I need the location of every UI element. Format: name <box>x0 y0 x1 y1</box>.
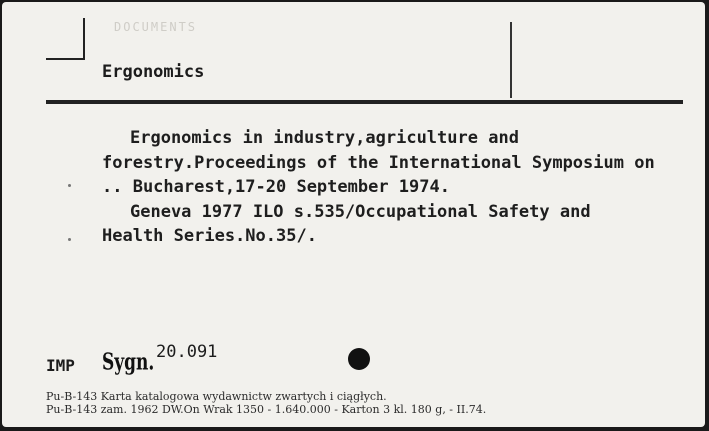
printer-imprint-line: Pu-B-143 Karta katalogowa wydawnictw zwartych i ciągłych. <box>46 390 387 403</box>
corner-mark-vertical <box>83 18 85 60</box>
entry-paragraph-title: Ergonomics in industry,agriculture and forestry.Proceedings of the International Symposium on .. Bucharest,17-20 September 1974. <box>102 128 655 197</box>
signature-stamp: Sygn. <box>102 349 155 376</box>
corner-mark-horizontal <box>46 58 84 60</box>
imp-label: IMP <box>46 356 75 375</box>
subject-heading: Ergonomics <box>102 62 205 82</box>
catalog-card <box>2 2 705 427</box>
punch-hole <box>348 348 370 370</box>
margin-dot <box>68 238 71 241</box>
header-divider <box>510 22 512 98</box>
bibliographic-entry <box>102 126 662 249</box>
heading-rule <box>46 100 683 104</box>
call-number: 20.091 <box>156 342 218 362</box>
printer-imprint-line: Pu-B-143 zam. 1962 DW.On Wrak 1350 - 1.640.000 - Karton 3 kl. 180 g, - II.74. <box>46 403 487 416</box>
margin-dot <box>68 184 71 187</box>
faint-stamp-text: DOCUMENTS <box>114 20 198 34</box>
entry-paragraph-publication: Geneva 1977 ILO s.535/Occupational Safety and Health Series.No.35/. <box>102 201 591 246</box>
